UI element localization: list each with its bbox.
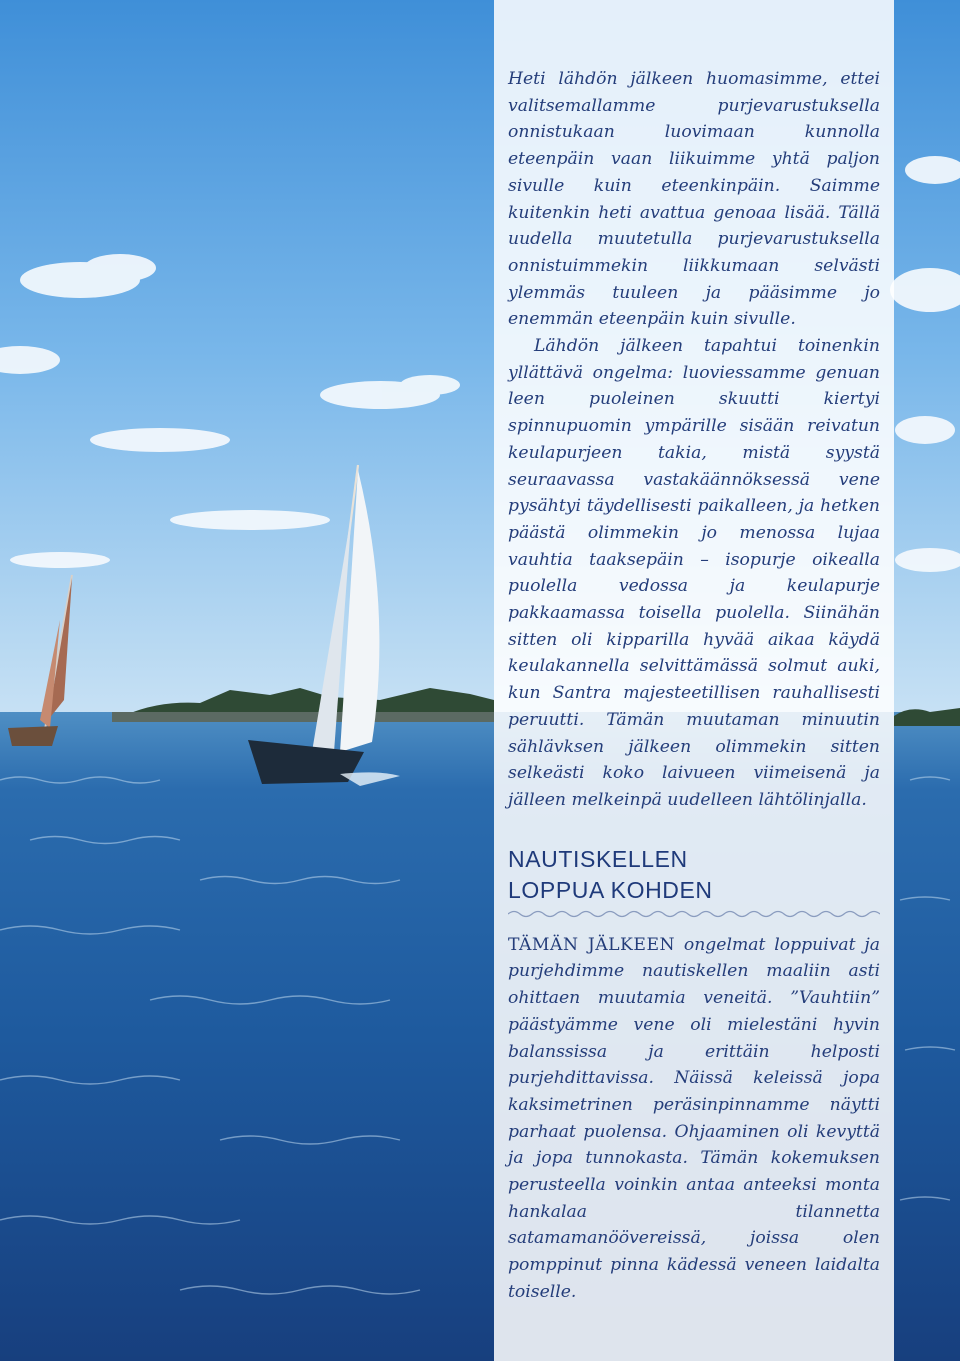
wave-divider [508, 908, 880, 920]
paragraph-1: Heti lähdön jälkeen huomasimme, ettei valitsemallamme purjevarustuksella onnistukaan luovimaan kunnolla eteenpäin vaan liikuimme yhtä paljon sivulle kuin eteenkinpäin. Saimme kuitenkin heti avattua genoaa lisää. Tällä uudella muutetulla purjevarustuksella onnistuimmekin liikkumaan selvästi ylemmäs tuuleen ja pääsimme jo enemmän eteenpäin kuin sivulle. [508, 69, 880, 330]
paragraph-3 [508, 932, 880, 1306]
paragraph-3-body: ongelmat loppuivat ja purjehdimme nautiskellen maaliin asti ohittaen muutamia veneitä. ”Vauhtiin” päästyämme vene oli mielestäni hyvin balanssissa ja erittäin helposti purjehdittavissa. Näissä keleissä jopa kaksimetrinen peräsinpinnamme näytti parhaat puolensa. Ohjaaminen oli kevyttä ja jopa tunnokasta. Tämän kokemuksen perusteella voinkin antaa anteeksi monta hankalaa tilannetta satamamanöövereissä, joissa olen pomppinut pinna kädessä veneen laidalta toiselle. [508, 934, 880, 1302]
section-heading-line-2: LOPPUA KOHDEN [508, 876, 713, 903]
section-heading-line-1: NAUTISKELLEN [508, 845, 688, 872]
paragraph-3-lead: TÄMÄN JÄLKEEN [508, 934, 676, 955]
section-heading [508, 844, 880, 906]
article-text [508, 66, 880, 1306]
paragraph-2: Lähdön jälkeen tapahtui toinenkin yllättävä ongelma: luoviessamme genuan leen puoleinen skuutti kiertyi spinnupuomin ympärille sisään reivatun keulapurjeen takia, mistä syystä seuraavassa vastakäännöksessä vene pysähtyi täydellisesti paikalleen, ja hetken päästä olimmekin jo menossa lujaa vauhtia taaksepäin – isopurje oikealla puolella vedossa ja keulapurje pakkaamassa toisella puolella. Siinähän sitten oli kipparilla hyvää aikaa käydä keulakannella selvittämässä solmut auki, kun Santra majesteetillisen rauhallisesti peruutti. Tämän muutaman minuutin sählävksen jälkeen olimmekin sitten selkeästi koko laivueen viimeisenä ja jälleen melkeinpä uudelleen lähtölinjalla. [508, 336, 880, 810]
